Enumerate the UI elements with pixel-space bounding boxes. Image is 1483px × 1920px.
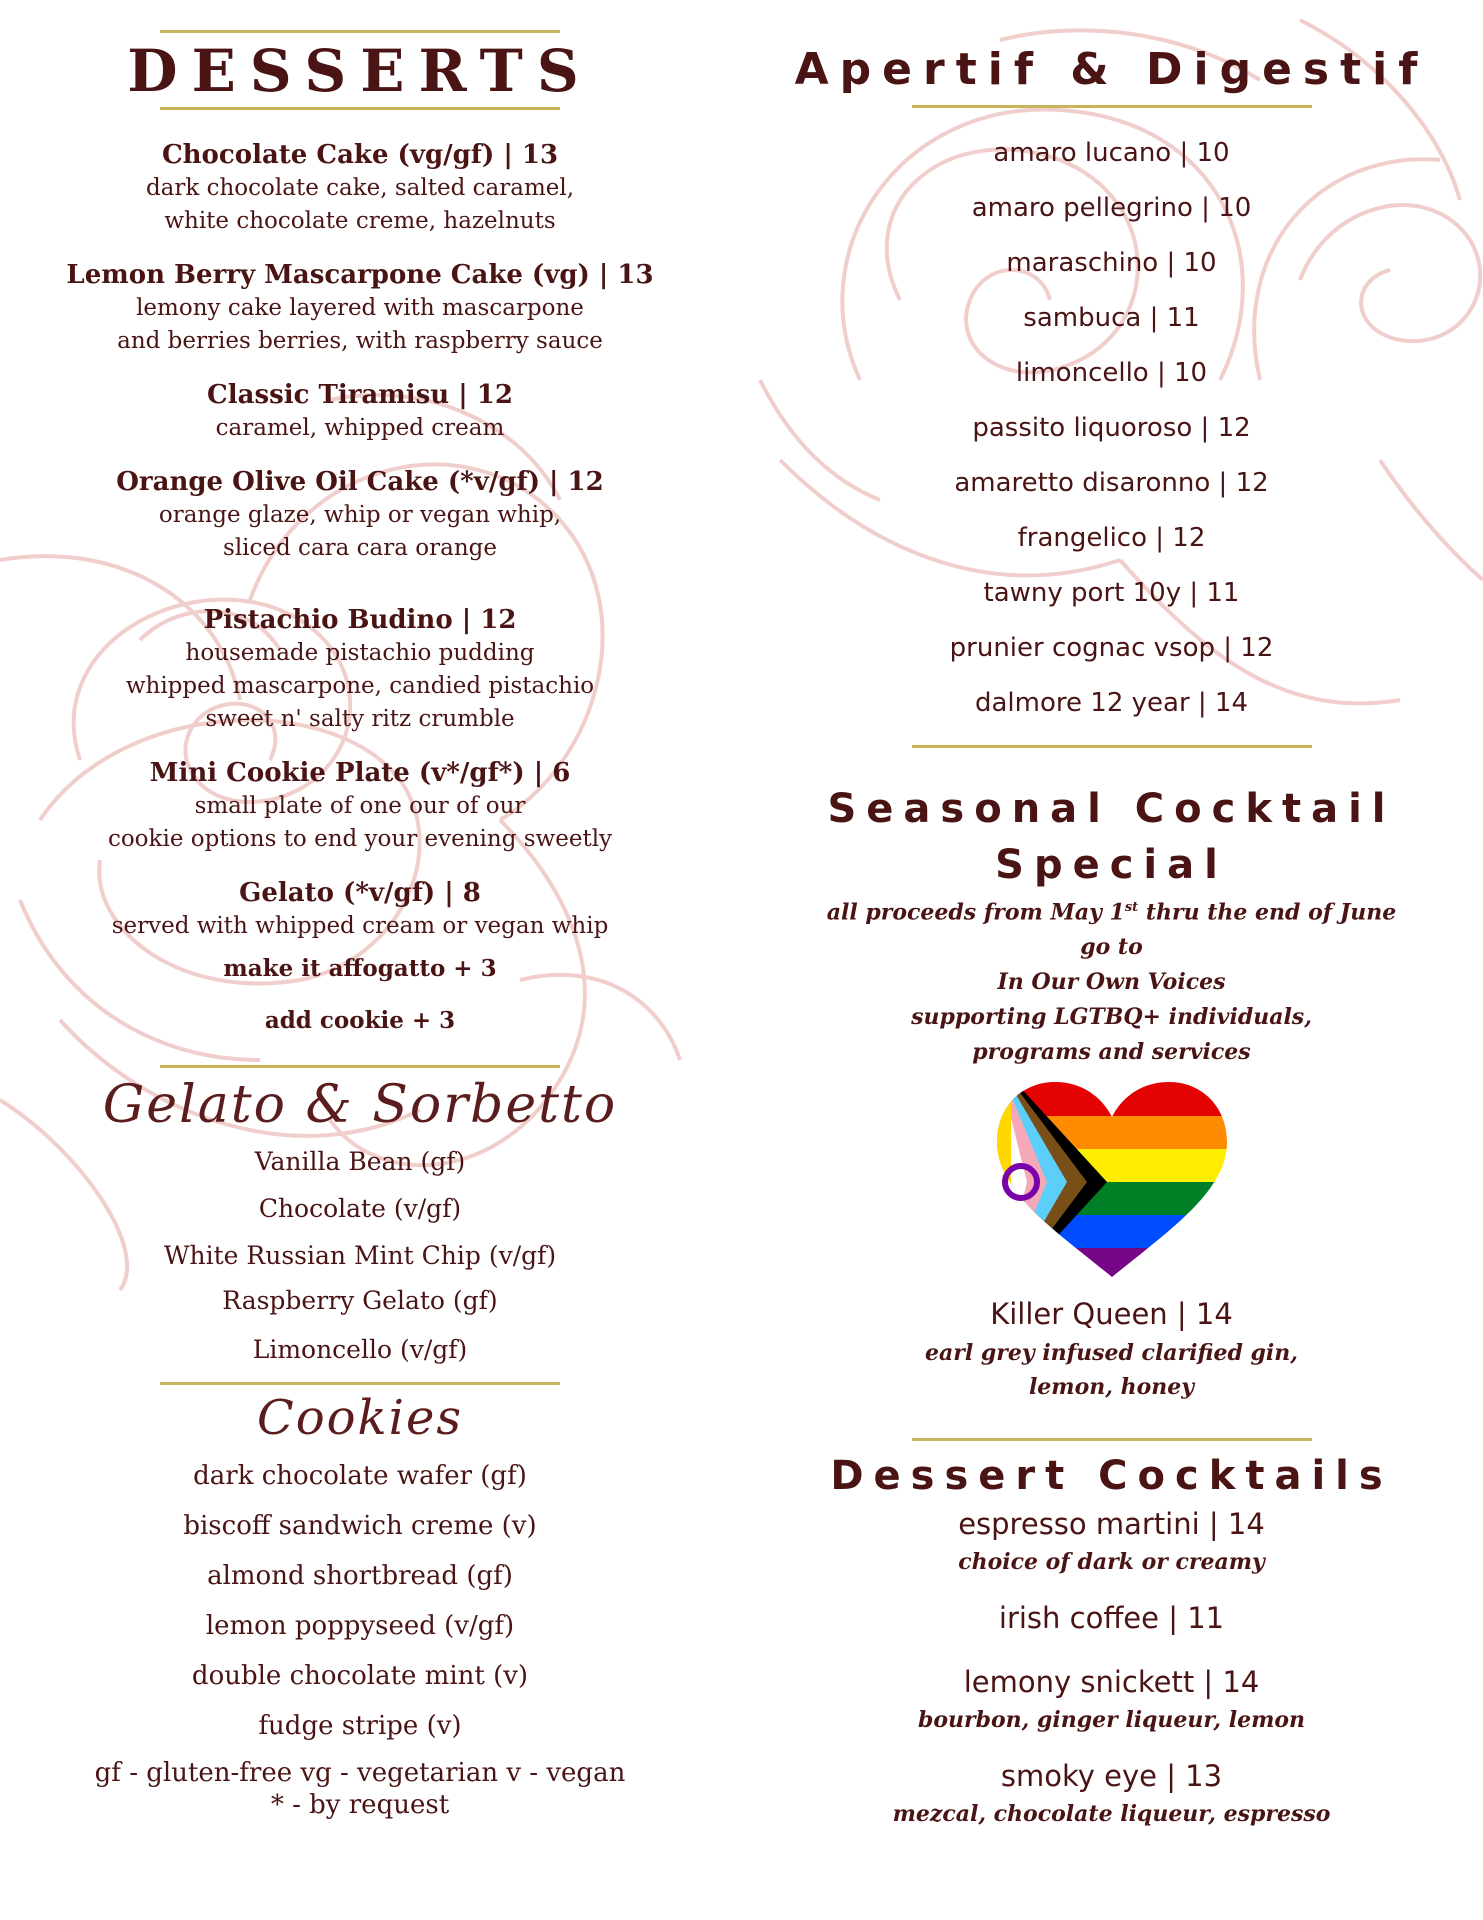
dessert-desc: small plate of one our of our: [194, 793, 526, 819]
dessert-name: Gelato (*v/gf) | 8: [239, 878, 481, 908]
aperitif-title: Apertif & Digestif: [794, 44, 1429, 95]
killer-queen-name: Killer Queen | 14: [990, 1297, 1233, 1332]
aperitif-item: amaro pellegrino | 10: [971, 193, 1252, 223]
notice-line: [770, 890, 1453, 930]
gold-divider: [912, 745, 1312, 748]
aperitif-item: tawny port 10y | 11: [983, 578, 1240, 608]
seasonal-title-line2: Special: [995, 842, 1228, 888]
dessert-desc: caramel, whipped cream: [215, 415, 505, 441]
addon-cookie: add cookie + 3: [264, 1007, 456, 1034]
cocktail-name: espresso martini | 14: [958, 1507, 1265, 1542]
gelato-item: Vanilla Bean (gf): [254, 1147, 466, 1176]
dessert-name: Chocolate Cake (vg/gf) | 13: [161, 140, 559, 170]
pride-heart-icon: [997, 1082, 1227, 1282]
gelato-item: Chocolate (v/gf): [258, 1194, 462, 1223]
notice-line: In Our Own Voices: [997, 969, 1226, 996]
legend-line: gf - gluten-free vg - vegetarian v - vegan: [94, 1758, 626, 1788]
desserts-title: DESSERTS: [127, 37, 593, 105]
dessert-desc: served with whipped cream or vegan whip: [111, 913, 609, 939]
aperitif-item: amaretto disaronno | 12: [954, 468, 1269, 498]
aperitif-item: amaro lucano | 10: [993, 138, 1230, 168]
notice-line: go to: [1080, 934, 1143, 961]
gold-divider: [160, 1065, 560, 1068]
gold-divider: [912, 1438, 1312, 1441]
cocktail-item: [770, 1753, 1453, 1829]
gelato-item: Limoncello (v/gf): [252, 1335, 468, 1364]
killer-queen-desc: lemon, honey: [1028, 1374, 1195, 1401]
cocktail-item: [770, 1595, 1453, 1641]
notice-text-pre: all proceeds from May 1: [826, 899, 1125, 926]
notice-line: programs and services: [972, 1039, 1251, 1066]
aperitif-item: passito liquoroso | 12: [972, 413, 1251, 443]
dessert-name: Classic Tiramisu | 12: [207, 380, 513, 410]
dessert-desc: dark chocolate cake, salted caramel,: [145, 175, 575, 201]
dietary-legend: [30, 1757, 690, 1821]
left-column: [30, 0, 690, 1821]
cocktail-name: irish coffee | 11: [998, 1601, 1225, 1636]
dessert-desc: whipped mascarpone, candied pistachio: [125, 673, 595, 699]
cookie-item: almond shortbread (gf): [207, 1561, 513, 1591]
dessert-desc: sweet n' salty ritz crumble: [205, 706, 515, 732]
dessert-list: [30, 138, 690, 1039]
notice-ordinal: st: [1124, 900, 1139, 915]
dessert-item: [30, 258, 690, 358]
cookie-item: lemon poppyseed (v/gf): [205, 1611, 515, 1641]
killer-queen-desc: earl grey infused clarified gin,: [925, 1340, 1298, 1367]
dessert-item: [30, 378, 690, 445]
cocktail-desc: bourbon, ginger liqueur, lemon: [917, 1707, 1306, 1734]
right-column: [770, 0, 1453, 1829]
gold-divider: [160, 30, 560, 33]
dessert-desc: orange glaze, whip or vegan whip,: [158, 502, 562, 528]
dessert-name: Pistachio Budino | 12: [203, 605, 517, 635]
dessert-desc: housemade pistachio pudding: [185, 640, 535, 666]
dessert-desc: sliced cara cara orange: [223, 535, 497, 561]
aperitif-item: limoncello | 10: [1015, 358, 1208, 388]
cookie-list: [30, 1451, 690, 1751]
dessert-desc: white chocolate creme, hazelnuts: [164, 208, 556, 234]
cocktail-name: smoky eye | 13: [1000, 1759, 1223, 1794]
cocktail-name: lemony snickett | 14: [963, 1665, 1260, 1700]
seasonal-title-line1: Seasonal Cocktail: [827, 786, 1396, 832]
cookie-item: double chocolate mint (v): [191, 1661, 529, 1691]
aperitif-item: maraschino | 10: [1006, 248, 1217, 278]
aperitif-list: [770, 126, 1453, 731]
aperitif-item: frangelico | 12: [1017, 523, 1206, 553]
gold-divider: [160, 107, 560, 110]
dessert-item: [30, 876, 690, 943]
dessert-cocktail-list: [770, 1501, 1453, 1829]
dessert-name: Orange Olive Oil Cake (*v/gf) | 12: [116, 467, 604, 497]
dessert-item: [30, 465, 690, 565]
dessert-desc: lemony cake layered with mascarpone: [136, 295, 584, 321]
notice-text-post: thru the end of June: [1138, 899, 1397, 926]
gelato-item: Raspberry Gelato (gf): [222, 1286, 498, 1315]
aperitif-item: dalmore 12 year | 14: [975, 688, 1248, 718]
cookie-item: biscoff sandwich creme (v): [183, 1511, 537, 1541]
dessert-cocktails-title: Dessert Cocktails: [830, 1453, 1393, 1500]
aperitif-item: prunier cognac vsop | 12: [949, 633, 1274, 663]
cocktail-desc: mezcal, chocolate liqueur, espresso: [892, 1801, 1331, 1828]
cocktail-desc: choice of dark or creamy: [958, 1549, 1265, 1576]
notice-line: supporting LGTBQ+ individuals,: [911, 1004, 1312, 1031]
seasonal-notice: [770, 890, 1453, 1070]
cookie-item: fudge stripe (v): [258, 1711, 462, 1741]
addon-affogatto: make it affogatto + 3: [223, 955, 497, 982]
cocktail-item: [770, 1659, 1453, 1735]
dessert-name: Lemon Berry Mascarpone Cake (vg) | 13: [66, 260, 654, 290]
cocktail-item: [770, 1501, 1453, 1577]
dessert-desc: and berries berries, with raspberry sauce: [117, 328, 603, 354]
dessert-desc: cookie options to end your evening sweetly: [107, 826, 613, 852]
dessert-item: [30, 138, 690, 238]
dessert-item: [30, 756, 690, 856]
gelato-item: White Russian Mint Chip (v/gf): [163, 1241, 557, 1270]
cookies-section-title: Cookies: [257, 1390, 463, 1446]
gold-divider: [912, 105, 1312, 108]
gelato-section-title: Gelato & Sorbetto: [102, 1075, 618, 1135]
legend-line: * - by request: [270, 1790, 450, 1820]
dessert-name: Mini Cookie Plate (v*/gf*) | 6: [149, 758, 571, 788]
gelato-list: [30, 1140, 690, 1376]
dessert-item: [30, 603, 690, 736]
aperitif-item: sambuca | 11: [1023, 303, 1200, 333]
cookie-item: dark chocolate wafer (gf): [193, 1461, 527, 1491]
